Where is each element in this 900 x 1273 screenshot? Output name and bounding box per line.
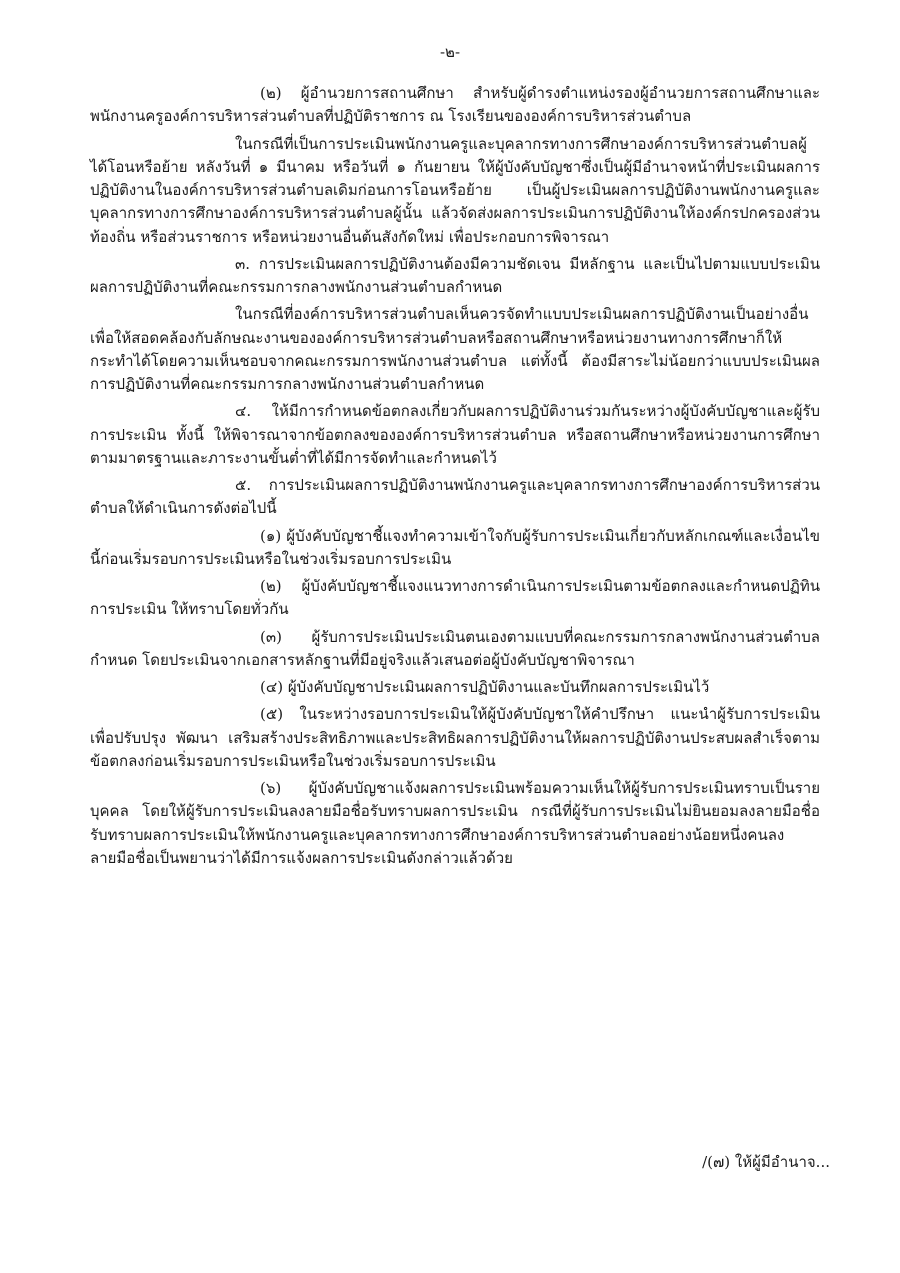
paragraph: (๕) ในระหว่างรอบการประเมินให้ผู้บังคับบัญชาให้คำปรึกษา แนะนำผู้รับการประเมินเพื่อปรับปรุง พัฒนา เสริมสร้างประสิทธิภาพและประสิทธิผลการปฏิบัติงานให้ผลการปฏิบัติงานประสบผลสำเร็จตามข้อตกลงก่อนเริ่มรอบการประเมินหรือในช่วงเริ่มรอบการประเมิน xyxy=(90,705,820,770)
paragraph: (๔) ผู้บังคับบัญชาประเมินผลการปฏิบัติงานและบันทึกผลการประเมินไว้ xyxy=(260,678,710,696)
page-number: -๒- xyxy=(439,43,461,61)
paragraph: ในกรณีที่องค์การบริหารส่วนตำบลเห็นควรจัดทำแบบประเมินผลการปฏิบัติงานเป็นอย่างอื่นเพื่อให้สอดคล้องกับลักษณะงานขององค์การบริหารส่วนตำบลหรือสถานศึกษาหรือหน่วยงานทางการศึกษาก็ให้กระทำได้โดยความเห็นชอบจากคณะกรรมการพนักงานส่วนตำบล แต่ทั้งนี้ ต้องมีสาระไม่น้อยกว่าแบบประเมินผลการปฏิบัติงานที่คณะกรรมการกลางพนักงานส่วนตำบลกำหนด xyxy=(90,305,820,393)
paragraph: ๓. การประเมินผลการปฏิบัติงานต้องมีความชัดเจน มีหลักฐาน และเป็นไปตามแบบประเมินผลการปฏิบัติงานที่คณะกรรมการกลางพนักงานส่วนตำบลกำหนด xyxy=(90,254,820,296)
paragraph: ในกรณีที่เป็นการประเมินพนักงานครูและบุคลากรทางการศึกษาองค์การบริหารส่วนตำบลผู้ได้โอนหรือย้าย หลังวันที่ ๑ มีนาคม หรือวันที่ ๑ กันยายน ให้ผู้บังคับบัญชาซึ่งเป็นผู้มีอำนาจหน้าที่ประเมินผลการปฏิบัติงานในองค์การบริหารส่วนตำบลเดิมก่อนการโอนหรือย้าย เป็นผู้ประเมินผลการปฏิบัติงานพนักงานครูและบุคลากรทางการศึกษาองค์การบริหารส่วนตำบลผู้นั้น แล้วจัดส่งผลการประเมินการปฏิบัติงานให้องค์กรปกครองส่วนท้องถิ่น หรือส่วนราชการ หรือหน่วยงานอื่นต้นสังกัดใหม่ เพื่อประกอบการพิจารณา xyxy=(90,134,820,246)
paragraph: (๓) ผู้รับการประเมินประเมินตนเองตามแบบที่คณะกรรมการกลางพนักงานส่วนตำบลกำหนด โดยประเมินจากเอกสารหลักฐานที่มีอยู่จริงแล้วเสนอต่อผู้บังคับบัญชาพิจารณา xyxy=(90,627,820,669)
paragraph: (๑) ผู้บังคับบัญชาชี้แจงทำความเข้าใจกับผู้รับการประเมินเกี่ยวกับหลักเกณฑ์และเงื่อนไขนี้ก่อนเริ่มรอบการประเมินหรือในช่วงเริ่มรอบการประเมิน xyxy=(90,526,820,568)
paragraph: (๖) ผู้บังคับบัญชาแจ้งผลการประเมินพร้อมความเห็นให้ผู้รับการประเมินทราบเป็นรายบุคคล โดยให้ผู้รับการประเมินลงลายมือชื่อรับทราบผลการประเมิน กรณีที่ผู้รับการประเมินไม่ยินยอมลงลายมือชื่อรับทราบผลการประเมินให้พนักงานครูและบุคลากรทางการศึกษาองค์การบริหารส่วนตำบลอย่างน้อยหนึ่งคนลงลายมือชื่อเป็นพยานว่าได้มีการแจ้งผลการประเมินดังกล่าวแล้วด้วย xyxy=(90,779,820,867)
paragraph: (๒) ผู้อำนวยการสถานศึกษา สำหรับผู้ดำรงตำแหน่งรองผู้อำนวยการสถานศึกษาและพนักงานครูองค์การบริหารส่วนตำบลที่ปฏิบัติราชการ ณ โรงเรียนขององค์การบริหารส่วนตำบล xyxy=(90,84,820,126)
paragraph: ๔. ให้มีการกำหนดข้อตกลงเกี่ยวกับผลการปฏิบัติงานร่วมกันระหว่างผู้บังคับบัญชาและผู้รับการประเมิน ทั้งนี้ ให้พิจารณาจากข้อตกลงขององค์การบริหารส่วนตำบล หรือสถานศึกษาหรือหน่วยงานการศึกษา ตามมาตรฐานและภาระงานขั้นต่ำที่ได้มีการจัดทำและกำหนดไว้ xyxy=(90,402,820,467)
paragraph: ๕. การประเมินผลการปฏิบัติงานพนักงานครูและบุคลากรทางการศึกษาองค์การบริหารส่วนตำบลให้ดำเนินการดังต่อไปนี้ xyxy=(90,476,820,518)
paragraph: (๒) ผู้บังคับบัญชาชี้แจงแนวทางการดำเนินการประเมินตามข้อตกลงและกำหนดปฏิทินการประเมิน ให้ทราบโดยทั่วกัน xyxy=(90,577,820,619)
document-body xyxy=(90,82,820,874)
continuation-note: /(๗) ให้ผู้มีอำนาจ... xyxy=(702,1153,830,1171)
